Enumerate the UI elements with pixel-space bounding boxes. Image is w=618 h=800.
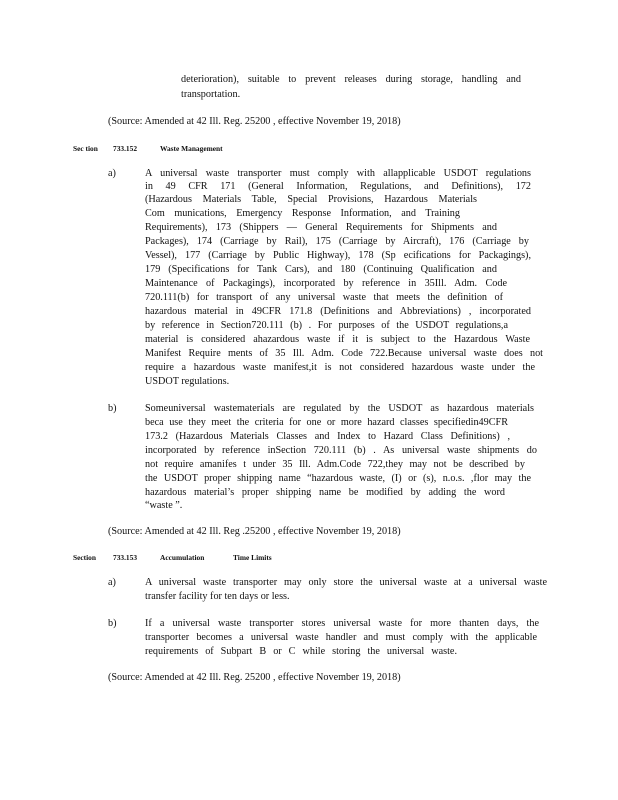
text-line: Packages), 174 (Carriage by Rail), 175 (Carriage by Aircraft), 176 (Carriage by — [145, 236, 529, 247]
text-line: beca use they meet the criteria for one or more hazard classes specifiedin49CFR — [145, 417, 508, 428]
text-line: 173.2 (Hazardous Materials Classes and Index to Hazard Class Definitions) , — [145, 431, 510, 442]
text-line: not require amanifes t under 35 Ill. Adm.Code 722,they may not be described by — [145, 459, 525, 470]
section-number: 733.152 — [113, 144, 138, 153]
text-line: 720.111(b) for transport of any universal waste that meets the definition of — [145, 292, 503, 303]
text-line: Vessel), 177 (Carriage by Public Highway), 178 (Sp ecifications for Packagings), — [145, 250, 531, 261]
text-line: incorporated by reference inSection 720.111 (b) . As universal waste shipments do — [145, 445, 537, 456]
text-line: hazardous material in 49CFR 171.8 (Definitions and Abbreviations) , incorporated — [145, 306, 531, 317]
text-line: (Hazardous Materials Table, Special Provisions, Hazardous Materials — [145, 194, 477, 205]
section-title: Accumulation — [160, 553, 205, 562]
text-line: 179 (Specifications for Tank Cars), and 180 (Continuing Qualification and — [145, 264, 497, 275]
item-label: a) — [108, 168, 116, 179]
text-line: requirements of Subpart B or C while storing the universal waste. — [145, 646, 457, 657]
text-line: in 49 CFR 171 (General Information, Regulations, and Definitions), 172 — [145, 181, 531, 192]
text-line: Manifest Require ments of 35 Ill. Adm. Code 722.Because universal waste does not — [145, 348, 543, 359]
text-line: USDOT regulations. — [145, 376, 230, 387]
text-line: A universal waste transporter may only store the universal waste at a universal waste — [145, 577, 547, 588]
item-label: b) — [108, 403, 117, 414]
source-note: (Source: Amended at 42 Ill. Reg. 25200 , effective November 19, 2018) — [108, 116, 401, 127]
text-line: transfer facility for ten days or less. — [145, 591, 290, 602]
intro-line-2: transportation. — [181, 89, 241, 100]
source-note: (Source: Amended at 42 Ill. Reg. 25200 , effective November 19, 2018) — [108, 672, 401, 683]
text-line: material is considered ahazardous waste if it is subject to the Hazardous Waste — [145, 334, 530, 345]
text-line: transporter becomes a universal waste handler and must comply with the applicable — [145, 632, 537, 643]
text-line: the USDOT proper shipping name “hazardous waste, (I) or (s), n.o.s. ,flor may the — [145, 473, 531, 484]
text-line: require a hazardous waste manifest,it is not considered hazardous waste under the — [145, 362, 535, 373]
section-title: Waste Management — [160, 144, 223, 153]
text-line: “waste ”. — [145, 500, 183, 511]
text-line: If a universal waste transporter stores universal waste for more thanten days, the — [145, 618, 539, 629]
text-line: Someuniversal wastematerials are regulated by the USDOT as hazardous materials — [145, 403, 534, 414]
text-line: Requirements), 173 (Shippers — General Requirements for Shipments and — [145, 222, 497, 233]
text-line: by reference in Section720.111 (b) . For purposes of the USDOT regulations,a — [145, 320, 508, 331]
text-line: Com munications, Emergency Response Information, and Training — [145, 208, 460, 219]
item-label: b) — [108, 618, 117, 629]
item-label: a) — [108, 577, 116, 588]
text-line: hazardous material’s proper shipping name be modified by adding the word — [145, 487, 505, 498]
intro-line-1: deterioration), suitable to prevent releases during storage, handling and — [181, 74, 521, 85]
section-title-cont: Time Limits — [233, 553, 272, 562]
section-label: Sec tion — [73, 144, 98, 153]
source-note: (Source: Amended at 42 Ill. Reg .25200 , effective November 19, 2018) — [108, 526, 401, 537]
section-label: Section — [73, 553, 96, 562]
text-line: A universal waste transporter must comply with allapplicable USDOT regulations — [145, 168, 531, 179]
section-number: 733.153 — [113, 553, 138, 562]
text-line: Maintenance of Packagings), incorporated by reference in 35Ill. Adm. Code — [145, 278, 507, 289]
